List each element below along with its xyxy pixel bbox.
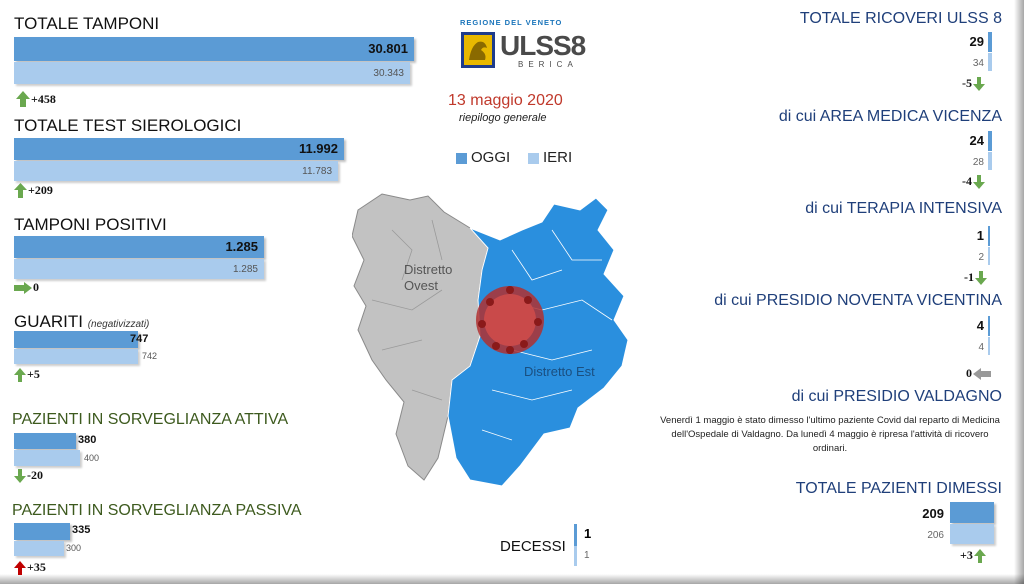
totale-dimessi-delta-value: +3 <box>960 548 973 562</box>
sorveglianza-attiva-yesterday-value: 400 <box>84 453 100 463</box>
terapia-intensiva-delta <box>964 270 987 285</box>
presidio-noventa-yesterday-value: 4 <box>978 342 984 353</box>
decessi-today-bar <box>574 524 577 546</box>
presidio-valdagno-title: di cui PRESIDIO VALDAGNO <box>791 388 1002 405</box>
legend-today-label: OGGI <box>471 149 511 166</box>
sorveglianza-attiva-today-value: 380 <box>78 434 97 446</box>
terapia-intensiva-title: di cui TERAPIA INTENSIVA <box>805 200 1002 217</box>
arrow-up-icon <box>16 91 30 107</box>
sorveglianza-attiva-delta-value: -20 <box>27 468 43 482</box>
legend-yesterday-swatch <box>528 153 539 164</box>
totale-dimessi-yesterday-value: 206 <box>927 530 944 541</box>
area-medica-yesterday-value: 28 <box>972 157 984 168</box>
arrow-down-icon <box>973 77 985 91</box>
presidio-noventa-delta-value: 0 <box>966 366 972 380</box>
terapia-intensiva-yesterday-value: 2 <box>978 252 984 263</box>
totale-tamponi-today-value: 30.801 <box>368 41 408 56</box>
terapia-intensiva-today-value: 1 <box>976 228 984 243</box>
test-sierologici-title: TOTALE TEST SIEROLOGICI <box>14 116 242 135</box>
sorveglianza-attiva-delta <box>14 468 43 483</box>
arrow-down-icon <box>973 175 985 189</box>
arrow-right-icon <box>14 282 32 294</box>
totale-tamponi-title: TOTALE TAMPONI <box>14 14 160 33</box>
tamponi-positivi-title: TAMPONI POSITIVI <box>14 215 167 234</box>
totale-dimessi-delta <box>960 548 986 563</box>
presidio-noventa-today-bar <box>988 316 990 336</box>
area-medica-delta-value: -4 <box>962 174 972 188</box>
area-medica-delta <box>962 174 985 189</box>
arrow-up-icon <box>14 561 26 575</box>
guariti-delta <box>14 367 40 382</box>
sorveglianza-passiva-yesterday-bar <box>14 541 64 556</box>
area-medica-yesterday-bar <box>988 152 992 170</box>
presidio-valdagno-note: Venerdì 1 maggio è stato dimesso l'ultimo paziente Covid dal reparto di Medicina dell'Ospedale di Valdagno. Da lunedì 4 maggio è ripresa l'attività di ricovero ordinari. <box>660 415 1000 454</box>
sorveglianza-attiva-today-bar <box>14 433 76 449</box>
totale-tamponi-delta <box>16 91 56 107</box>
totale-ricoveri-yesterday-bar <box>988 53 992 71</box>
legend-yesterday-label: IERI <box>543 149 573 166</box>
totale-dimessi-today-bar <box>950 502 994 523</box>
totale-dimessi-today-value: 209 <box>922 506 944 521</box>
guariti-today-bar <box>14 331 138 348</box>
test-sierologici-delta-value: +209 <box>28 183 53 197</box>
area-medica-title: di cui AREA MEDICA VICENZA <box>778 108 1002 125</box>
totale-tamponi-yesterday-value: 30.343 <box>373 68 404 79</box>
totale-ricoveri-today-bar <box>988 32 992 52</box>
decessi-yesterday-value: 1 <box>584 550 590 561</box>
guariti-subtitle: (negativizzati) <box>87 319 150 330</box>
totale-dimessi-title: TOTALE PAZIENTI DIMESSI <box>795 480 1002 497</box>
sorveglianza-passiva-today-value: 335 <box>72 524 91 536</box>
presidio-noventa-title: di cui PRESIDIO NOVENTA VICENTINA <box>714 292 1002 309</box>
arrow-up-icon <box>974 549 986 563</box>
sorveglianza-passiva-title: PAZIENTI IN SORVEGLIANZA PASSIVA <box>12 502 302 519</box>
decessi-title: DECESSI <box>500 538 566 555</box>
arrow-up-icon <box>14 183 27 198</box>
totale-dimessi-yesterday-bar <box>950 524 994 544</box>
arrow-down-icon <box>975 271 987 285</box>
presidio-noventa-today-value: 4 <box>976 318 984 333</box>
ulss-logo-text: ULSS8 <box>500 30 586 61</box>
map-label-est: Distretto Est <box>524 364 595 379</box>
terapia-intensiva-yesterday-bar <box>988 247 990 265</box>
terapia-intensiva-delta-value: -1 <box>964 270 974 284</box>
legend-today-swatch <box>456 153 467 164</box>
guariti-yesterday-bar <box>14 349 138 364</box>
totale-ricoveri-delta <box>962 76 985 91</box>
test-sierologici-yesterday-value: 11.783 <box>302 166 332 177</box>
map-label-ovest: Distretto Ovest <box>404 262 453 293</box>
tamponi-positivi-delta-value: 0 <box>33 280 39 294</box>
report-date: 13 maggio 2020 <box>448 92 563 109</box>
test-sierologici-delta <box>14 183 53 198</box>
tamponi-positivi-yesterday-value: 1.285 <box>232 264 258 275</box>
terapia-intensiva-today-bar <box>988 226 990 246</box>
guariti-title <box>14 312 149 332</box>
tamponi-positivi-today-value: 1.285 <box>225 239 258 254</box>
area-medica-today-bar <box>988 131 992 151</box>
region-label: REGIONE DEL VENETO <box>460 18 563 27</box>
guariti-yesterday-value: 742 <box>142 351 158 361</box>
ulss-logo-sub: BERICA <box>518 60 578 69</box>
sorveglianza-passiva-yesterday-value: 300 <box>66 543 82 553</box>
sorveglianza-passiva-today-bar <box>14 523 70 540</box>
presidio-noventa-yesterday-bar <box>988 337 990 355</box>
map-svg <box>352 190 642 490</box>
presidio-noventa-delta <box>966 366 991 381</box>
decessi-yesterday-bar <box>574 546 577 566</box>
totale-ricoveri-delta-value: -5 <box>962 76 972 90</box>
totale-ricoveri-title: TOTALE RICOVERI ULSS 8 <box>799 10 1002 27</box>
arrow-up-icon <box>14 368 26 382</box>
guariti-today-value: 747 <box>130 333 149 345</box>
totale-ricoveri-today-value: 29 <box>969 34 984 49</box>
guariti-delta-value: +5 <box>27 367 40 381</box>
decessi-today-value: 1 <box>584 526 592 541</box>
arrow-left-icon <box>973 368 991 380</box>
arrow-down-icon <box>14 469 26 483</box>
district-map <box>352 190 642 495</box>
totale-tamponi-delta-value: +458 <box>31 91 56 106</box>
sorveglianza-attiva-yesterday-bar <box>14 450 80 466</box>
test-sierologici-today-value: 11.992 <box>298 141 338 156</box>
sorveglianza-passiva-delta <box>14 560 46 575</box>
report-subtitle: riepilogo generale <box>459 112 547 124</box>
lion-logo-icon <box>461 32 495 73</box>
sorveglianza-passiva-delta-value: +35 <box>27 560 46 574</box>
guariti-title-text: GUARITI <box>14 312 83 331</box>
area-medica-today-value: 24 <box>969 133 984 148</box>
tamponi-positivi-delta <box>14 280 39 295</box>
sorveglianza-attiva-title: PAZIENTI IN SORVEGLIANZA ATTIVA <box>12 411 289 428</box>
totale-ricoveri-yesterday-value: 34 <box>972 58 984 69</box>
